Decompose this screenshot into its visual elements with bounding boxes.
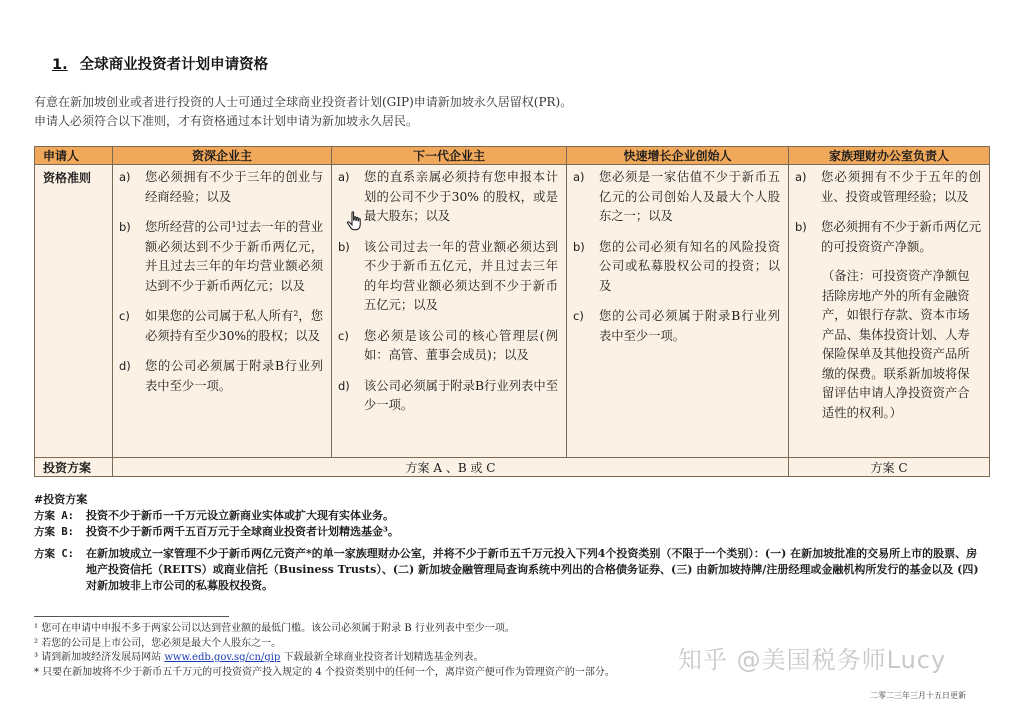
criteria-label: 资格准则 [35, 165, 113, 458]
item-text: 您所经营的公司¹过去一年的营业额必须达到不少于新币两亿元，并且过去三年的年均营业额必须达到不少于新币两亿元；以及 [145, 220, 323, 293]
item-letter: d) [119, 359, 131, 373]
item-letter: b) [573, 239, 585, 254]
footnote-3-prefix: ³ 请到新加坡经济发展局网站 [34, 652, 165, 663]
plan-b-text: 投资不少于新币两千五百万元于全球商业投资者计划精选基金³。 [86, 525, 399, 538]
footnote-divider [34, 616, 229, 617]
plan-b-label: 方案 B: [34, 526, 74, 538]
footnote-3-suffix: 下载最新全球商业投资者计划精选基金列表。 [280, 652, 484, 663]
item-letter: a) [795, 170, 807, 184]
criteria-item [332, 168, 566, 227]
item-text: 您的公司必须有知名的风险投资公司或私募股权公司的投资；以及 [599, 239, 780, 293]
intro-line-2: 申请人必须符合以下准则，才有资格通过本计划申请为新加坡永久居民。 [34, 114, 419, 128]
item-letter: c) [119, 309, 130, 323]
header-family-office-head: 家族理财办公室负责人 [789, 147, 990, 165]
criteria-item [332, 377, 566, 416]
plan-c-row [34, 546, 986, 594]
criteria-item [332, 238, 566, 316]
criteria-fast-growth-founder [567, 165, 789, 458]
plan-a-label: 方案 A: [34, 510, 74, 522]
item-text: 该公司必须属于附录B行业列表中至少一项。 [364, 378, 558, 412]
family-office-note: （备注：可投资资产净额包括除房地产外的所有金融资产，如银行存款、资本市场产品、集体投资计划、人寿保险保单及其他投资产品所缴的保费。联系新加坡将保留评估申请人净投资资产合适性的权利。） [822, 269, 970, 420]
section-title-text: 全球商业投资者计划申请资格 [79, 57, 269, 73]
item-text: 您的公司必须属于附录B行业列表中至少一项。 [599, 309, 780, 343]
criteria-senior-owner [113, 165, 332, 458]
criteria-item [113, 218, 331, 296]
item-letter: c) [573, 309, 584, 323]
item-text: 您必须是该公司的核心管理层(例如：高管、董事会成员)；以及 [364, 328, 558, 362]
item-text: 该公司过去一年的营业额必须达到不少于新币五亿元，并且过去三年的年均营业额必须达到不少于新币五亿元；以及 [364, 239, 558, 312]
header-applicant: 申请人 [35, 147, 113, 165]
table-header-row [35, 147, 990, 165]
item-text: 您必须拥有不少于五年的创业、投资或管理经验；以及 [821, 170, 981, 204]
header-senior-owner: 资深企业主 [113, 147, 332, 165]
footnote-2: ² 若您的公司是上市公司，您必须是最大个人股东之一。 [34, 637, 282, 649]
zhihu-watermark: 知乎 @美国税务师Lucy [678, 646, 947, 674]
plan-c-text: 在新加坡成立一家管理不少于新币两亿元资产*的单一家族理财办公室，并将不少于新币五千万元投入下列4个投资类别（不限于一个类别）：(一) 在新加坡批准的交易所上市的股票、房地产投资信托（REITS）或商业信托（Business Trusts）、(二) 新加坡金融管理局查询系统中列出的合格债务证券、(三) 由新加坡持牌/注册经理或金融机构所发行的基金以及 (四) 对新加坡非上市公司的私募股权投资。 [86, 547, 979, 592]
item-text: 如果您的公司属于私人所有²，您必须持有至少30%的股权；以及 [145, 309, 323, 343]
item-letter: b) [119, 220, 131, 234]
eligibility-table [34, 146, 990, 477]
plan-c: 方案 C [789, 458, 990, 477]
footnote-3 [34, 651, 615, 666]
criteria-family-office-head [789, 165, 990, 458]
intro-paragraph [34, 93, 572, 131]
criteria-item [567, 307, 788, 346]
item-letter: a) [573, 170, 585, 184]
plan-b-row [34, 524, 986, 540]
item-letter: c) [338, 328, 349, 343]
plans-heading: #投资方案 [34, 493, 88, 506]
intro-line-1: 有意在新加坡创业或者进行投资的人士可通过全球商业投资者计划(GIP)申请新加坡永久居留权(PR)。 [34, 95, 573, 109]
criteria-item [789, 218, 989, 257]
update-date: 二零二三年三月十五日更新 [870, 691, 966, 700]
item-letter: b) [338, 239, 350, 254]
section-title [52, 53, 268, 74]
plan-a-text: 投资不少于新币一千万元设立新商业实体或扩大现有实体业务。 [86, 509, 394, 522]
section-number: 1. [52, 57, 68, 73]
criteria-item [113, 357, 331, 396]
criteria-item [567, 238, 788, 297]
criteria-item [789, 168, 989, 207]
item-text: 您的直系亲属必须持有您申报本计划的公司不少于30% 的股权，或是最大股东；以及 [364, 170, 558, 223]
item-letter: a) [119, 170, 131, 184]
plan-abc: 方案 A 、B 或 C [113, 458, 789, 477]
criteria-item [113, 307, 331, 346]
item-text: 您必须是一家估值不少于新币五亿元的公司创始人及最大个人股东之一；以及 [599, 170, 780, 223]
investment-plans-section [34, 492, 986, 594]
footnotes [34, 622, 615, 680]
edb-gip-link[interactable]: www.edb.gov.sg/cn/gip [164, 652, 281, 663]
criteria-next-gen-owner [332, 165, 567, 458]
hand-pointer-icon [346, 211, 364, 231]
criteria-item [567, 168, 788, 227]
item-text: 您必须拥有不少于三年的创业与经商经验；以及 [145, 170, 323, 204]
item-text: 您必须拥有不少于新币两亿元的可投资资产净额。 [821, 220, 981, 254]
plan-c-label: 方案 C: [34, 548, 74, 560]
item-letter: b) [795, 220, 807, 234]
investment-plan-label: 投资方案 [35, 458, 113, 477]
criteria-item [113, 168, 331, 207]
header-next-gen-owner: 下一代企业主 [332, 147, 567, 165]
item-letter: d) [338, 378, 350, 393]
criteria-item [332, 327, 566, 366]
item-letter: a) [338, 170, 350, 184]
header-fast-growth-founder: 快速增长企业创始人 [567, 147, 789, 165]
footnote-1: ¹ 您可在申请中申报不多于两家公司以达到营业额的最低门槛。该公司必须属于附录 B 行业列表中至少一项。 [34, 623, 515, 634]
plan-a-row [34, 508, 986, 524]
item-text: 您的公司必须属于附录B行业列表中至少一项。 [145, 359, 323, 393]
footnote-4: * 只要在新加坡将不少于新币五千万元的可投资资产投入规定的 4 个投资类别中的任何一个，离岸资产便可作为管理资产的一部分。 [34, 666, 615, 678]
investment-plan-row [35, 458, 990, 477]
criteria-row [35, 165, 990, 458]
